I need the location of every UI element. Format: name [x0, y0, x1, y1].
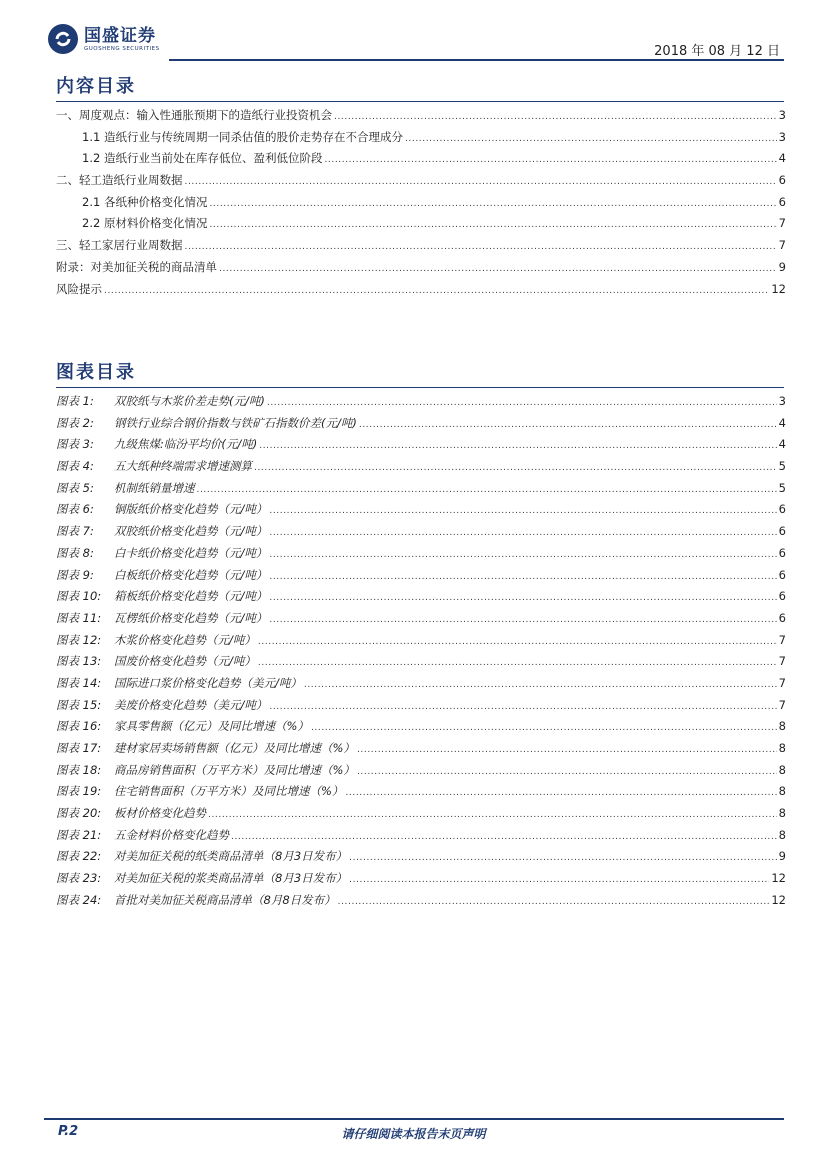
- entry-text: 附录：对美加征关税的商品清单: [56, 259, 217, 274]
- dot-leader: [338, 897, 770, 907]
- figure-number: 图表 13:: [56, 654, 102, 669]
- entry-label: [56, 393, 265, 409]
- dot-leader: [324, 155, 776, 165]
- logo-english-name: GUOSHENG SECURITIES: [84, 45, 160, 52]
- entry-label: [56, 718, 309, 734]
- entry-label: [82, 194, 207, 210]
- entry-page-number: 12: [771, 892, 786, 907]
- page-header: [44, 22, 784, 64]
- entry-label: [56, 501, 267, 517]
- entry-page-number: 7: [778, 632, 786, 647]
- header-divider: [169, 59, 784, 61]
- entry-text: 2.1 各纸种价格变化情况: [82, 194, 208, 209]
- entry-page-number: 6: [778, 610, 786, 625]
- dot-leader: [258, 658, 777, 668]
- dot-leader: [208, 810, 777, 820]
- footer-divider: [44, 1118, 784, 1120]
- entry-label: [56, 588, 267, 604]
- contents-entry[interactable]: [56, 237, 786, 259]
- entry-label: [56, 458, 252, 474]
- entry-page-number: 7: [778, 697, 786, 712]
- entry-page-number: 6: [778, 589, 786, 604]
- entry-page-number: 8: [778, 741, 786, 755]
- entry-label: [56, 632, 256, 648]
- figure-entry[interactable]: [56, 762, 786, 784]
- dot-leader: [304, 680, 777, 690]
- figure-entry[interactable]: [56, 675, 786, 697]
- dot-leader: [405, 134, 777, 144]
- figure-number: 图表 7:: [56, 524, 94, 539]
- entry-text: 建材家居卖场销售额（亿元）及同比增速（%）: [114, 741, 355, 755]
- figure-entry[interactable]: [56, 415, 786, 437]
- figure-number: 图表 18:: [56, 762, 102, 777]
- figure-number: 图表 9:: [56, 567, 94, 582]
- entry-page-number: 6: [778, 545, 786, 560]
- entry-page-number: 8: [778, 784, 786, 799]
- contents-entry[interactable]: [56, 194, 786, 216]
- entry-label: [56, 870, 347, 886]
- entry-text: 1.1 造纸行业与传统周期一同杀估值的股价走势存在不合理成分: [82, 129, 403, 144]
- contents-title-rule: [56, 101, 784, 102]
- contents-entry[interactable]: [56, 129, 786, 151]
- entry-page-number: 7: [778, 654, 786, 669]
- entry-text: 风险提示: [56, 281, 102, 296]
- entry-page-number: 7: [778, 216, 786, 231]
- dot-leader: [311, 723, 777, 733]
- entry-label: [82, 150, 322, 166]
- dot-leader: [185, 177, 777, 187]
- disclaimer-note: 请仔细阅读本报告末页声明: [341, 1127, 486, 1141]
- figure-entry[interactable]: [56, 697, 786, 719]
- dot-leader: [254, 463, 777, 473]
- figure-entry[interactable]: [56, 653, 786, 675]
- dot-leader: [104, 286, 769, 296]
- dot-leader: [209, 220, 776, 230]
- figures-list: [56, 393, 786, 914]
- entry-page-number: 3: [778, 108, 786, 122]
- entry-text: 铜版纸价格变化趋势（元/吨）: [114, 502, 268, 517]
- figure-entry[interactable]: [56, 870, 786, 892]
- entry-label: [56, 172, 183, 188]
- figure-number: 图表 4:: [56, 459, 94, 474]
- entry-page-number: 9: [778, 849, 786, 864]
- figure-number: 图表 5:: [56, 480, 94, 495]
- figure-number: 图表 20:: [56, 806, 102, 821]
- entry-text: 九级焦煤:临汾平均价(元/吨): [114, 437, 258, 452]
- entry-label: [56, 415, 357, 431]
- contents-entry[interactable]: [56, 150, 786, 172]
- entry-text: 2.2 原材料价格变化情况: [82, 216, 208, 231]
- contents-list: [56, 107, 786, 302]
- figure-number: 图表 14:: [56, 675, 102, 690]
- contents-entry[interactable]: [56, 172, 786, 194]
- dot-leader: [231, 832, 777, 842]
- dot-leader: [269, 506, 776, 516]
- figure-number: 图表 23:: [56, 871, 102, 886]
- contents-entry[interactable]: [56, 215, 786, 237]
- entry-text: 商品房销售面积（万平方米）及同比增速（%）: [114, 762, 355, 777]
- entry-page-number: 6: [778, 567, 786, 582]
- figure-entry[interactable]: [56, 545, 786, 567]
- entry-page-number: 6: [778, 173, 786, 188]
- dot-leader: [209, 199, 776, 209]
- entry-page-number: 4: [778, 151, 786, 166]
- figure-entry[interactable]: [56, 805, 786, 827]
- entry-label: [56, 848, 347, 864]
- entry-label: [82, 129, 403, 145]
- figures-title: 图表目录: [56, 362, 136, 383]
- figure-number: 图表 8:: [56, 545, 94, 560]
- entry-page-number: 5: [778, 480, 786, 495]
- figure-entry[interactable]: [56, 501, 786, 523]
- contents-entry[interactable]: [56, 107, 786, 129]
- dot-leader: [219, 264, 777, 274]
- entry-label: [56, 675, 302, 691]
- figure-number: 图表 11:: [56, 610, 102, 625]
- dot-leader: [269, 702, 776, 712]
- entry-page-number: 3: [778, 394, 786, 408]
- entry-label: [56, 281, 102, 297]
- entry-page-number: 4: [778, 415, 786, 430]
- entry-page-number: 5: [778, 459, 786, 474]
- dot-leader: [185, 242, 777, 252]
- entry-label: [56, 107, 332, 123]
- entry-text: 首批对美加征关税商品清单（8月8日发布）: [114, 892, 336, 907]
- figure-entry[interactable]: [56, 480, 786, 502]
- dot-leader: [269, 615, 776, 625]
- entry-label: [56, 545, 267, 561]
- entry-text: 箱板纸价格变化趋势（元/吨）: [114, 589, 268, 604]
- entry-text: 五金材料价格变化趋势: [114, 827, 229, 842]
- entry-page-number: 4: [778, 437, 786, 452]
- figures-title-rule: [56, 387, 784, 388]
- figure-entry[interactable]: [56, 892, 786, 914]
- entry-text: 白板纸价格变化趋势（元/吨）: [114, 567, 268, 582]
- entry-text: 五大纸种终端需求增速测算: [114, 459, 252, 474]
- figure-number: 图表 22:: [56, 849, 102, 864]
- entry-text: 钢铁行业综合钢价指数与铁矿石指数价差(元/吨): [114, 415, 357, 430]
- entry-label: [82, 215, 207, 231]
- entry-page-number: 9: [778, 259, 786, 274]
- contents-entry[interactable]: [56, 281, 786, 303]
- entry-text: 对美加征关税的浆类商品清单（8月3日发布）: [114, 871, 348, 886]
- logo-mark-icon: [48, 24, 78, 54]
- entry-text: 双胶纸价格变化趋势（元/吨）: [114, 524, 268, 539]
- entry-label: [56, 436, 257, 452]
- figure-number: 图表 12:: [56, 632, 102, 647]
- entry-page-number: 12: [771, 281, 786, 296]
- dot-leader: [269, 572, 776, 582]
- figure-number: 图表 21:: [56, 827, 102, 842]
- figure-number: 图表 3:: [56, 437, 94, 452]
- entry-label: [56, 567, 267, 583]
- entry-page-number: 8: [778, 827, 786, 842]
- entry-page-number: 6: [778, 502, 786, 517]
- entry-page-number: 6: [778, 194, 786, 209]
- entry-text: 一、周度观点：输入性通胀预期下的造纸行业投资机会: [56, 108, 332, 122]
- figure-number: 图表 6:: [56, 502, 94, 517]
- figure-number: 图表 19:: [56, 784, 102, 799]
- entry-text: 二、轻工造纸行业周数据: [56, 173, 183, 188]
- figure-entry[interactable]: [56, 740, 786, 762]
- entry-page-number: 12: [771, 871, 786, 886]
- dot-leader: [359, 420, 777, 430]
- entry-text: 国际进口浆价格变化趋势（美元/吨）: [114, 675, 302, 690]
- figure-entry[interactable]: [56, 436, 786, 458]
- figure-entry[interactable]: [56, 783, 786, 805]
- entry-page-number: 8: [778, 719, 786, 734]
- dot-leader: [357, 767, 777, 777]
- figure-number: 图表 15:: [56, 697, 102, 712]
- dot-leader: [269, 593, 776, 603]
- dot-leader: [349, 853, 777, 863]
- entry-text: 对美加征关税的纸类商品清单（8月3日发布）: [114, 849, 348, 864]
- entry-label: [56, 480, 195, 496]
- figure-entry[interactable]: [56, 827, 786, 849]
- entry-page-number: 3: [778, 129, 786, 144]
- figure-number: 图表 24:: [56, 892, 102, 907]
- entry-label: [56, 740, 355, 756]
- figure-entry[interactable]: [56, 588, 786, 610]
- entry-label: [56, 653, 256, 669]
- entry-text: 住宅销售面积（万平方米）及同比增速（%）: [114, 784, 344, 799]
- entry-label: [56, 610, 267, 626]
- dot-leader: [357, 745, 777, 755]
- entry-label: [56, 259, 217, 275]
- entry-label: [56, 827, 229, 843]
- entry-page-number: 7: [778, 238, 786, 253]
- entry-text: 板材价格变化趋势: [114, 806, 206, 821]
- entry-text: 1.2 造纸行业当前处在库存低位、盈利低位阶段: [82, 151, 323, 166]
- entry-text: 国废价格变化趋势（元/吨）: [114, 654, 256, 669]
- figure-entry[interactable]: [56, 632, 786, 654]
- entry-label: [56, 805, 206, 821]
- entry-label: [56, 892, 336, 908]
- entry-label: [56, 523, 267, 539]
- figure-entry[interactable]: [56, 393, 786, 415]
- page-number: P.2: [58, 1124, 79, 1139]
- entry-page-number: 8: [778, 762, 786, 777]
- entry-text: 机制纸销量增速: [114, 480, 195, 495]
- dot-leader: [258, 637, 777, 647]
- entry-label: [56, 237, 183, 253]
- figure-entry[interactable]: [56, 718, 786, 740]
- dot-leader: [269, 550, 776, 560]
- figure-number: 图表 2:: [56, 415, 94, 430]
- entry-label: [56, 783, 343, 799]
- figure-entry[interactable]: [56, 610, 786, 632]
- figure-number: 图表 10:: [56, 589, 102, 604]
- dot-leader: [345, 788, 776, 798]
- entry-text: 三、轻工家居行业周数据: [56, 238, 183, 253]
- dot-leader: [197, 485, 777, 495]
- figure-number: 图表 17:: [56, 741, 102, 755]
- entry-text: 美废价格变化趋势（美元/吨）: [114, 697, 268, 712]
- figure-entry[interactable]: [56, 848, 786, 870]
- logo-chinese-name: 国盛证券: [84, 25, 156, 46]
- dot-leader: [267, 398, 777, 408]
- entry-text: 双胶纸与木浆价差走势(元/吨): [114, 394, 265, 408]
- entry-text: 家具零售额（亿元）及同比增速（%）: [114, 719, 309, 734]
- dot-leader: [259, 441, 776, 451]
- entry-page-number: 7: [778, 675, 786, 690]
- entry-text: 瓦楞纸价格变化趋势（元/吨）: [114, 610, 268, 625]
- entry-text: 白卡纸价格变化趋势（元/吨）: [114, 545, 268, 560]
- figure-entry[interactable]: [56, 567, 786, 589]
- figure-entry[interactable]: [56, 458, 786, 480]
- figure-number: 图表 1:: [56, 394, 94, 408]
- report-date: 2018 年 08 月 12 日: [654, 44, 780, 59]
- contents-entry[interactable]: [56, 259, 786, 281]
- figure-number: 图表 16:: [56, 719, 102, 734]
- entry-page-number: 6: [778, 524, 786, 539]
- contents-title: 内容目录: [56, 76, 136, 97]
- dot-leader: [269, 528, 776, 538]
- entry-page-number: 8: [778, 806, 786, 821]
- entry-text: 木浆价格变化趋势（元/吨）: [114, 632, 256, 647]
- dot-leader: [349, 875, 769, 885]
- figure-entry[interactable]: [56, 523, 786, 545]
- entry-label: [56, 762, 355, 778]
- entry-label: [56, 697, 267, 713]
- dot-leader: [334, 112, 777, 122]
- company-logo: [48, 24, 160, 54]
